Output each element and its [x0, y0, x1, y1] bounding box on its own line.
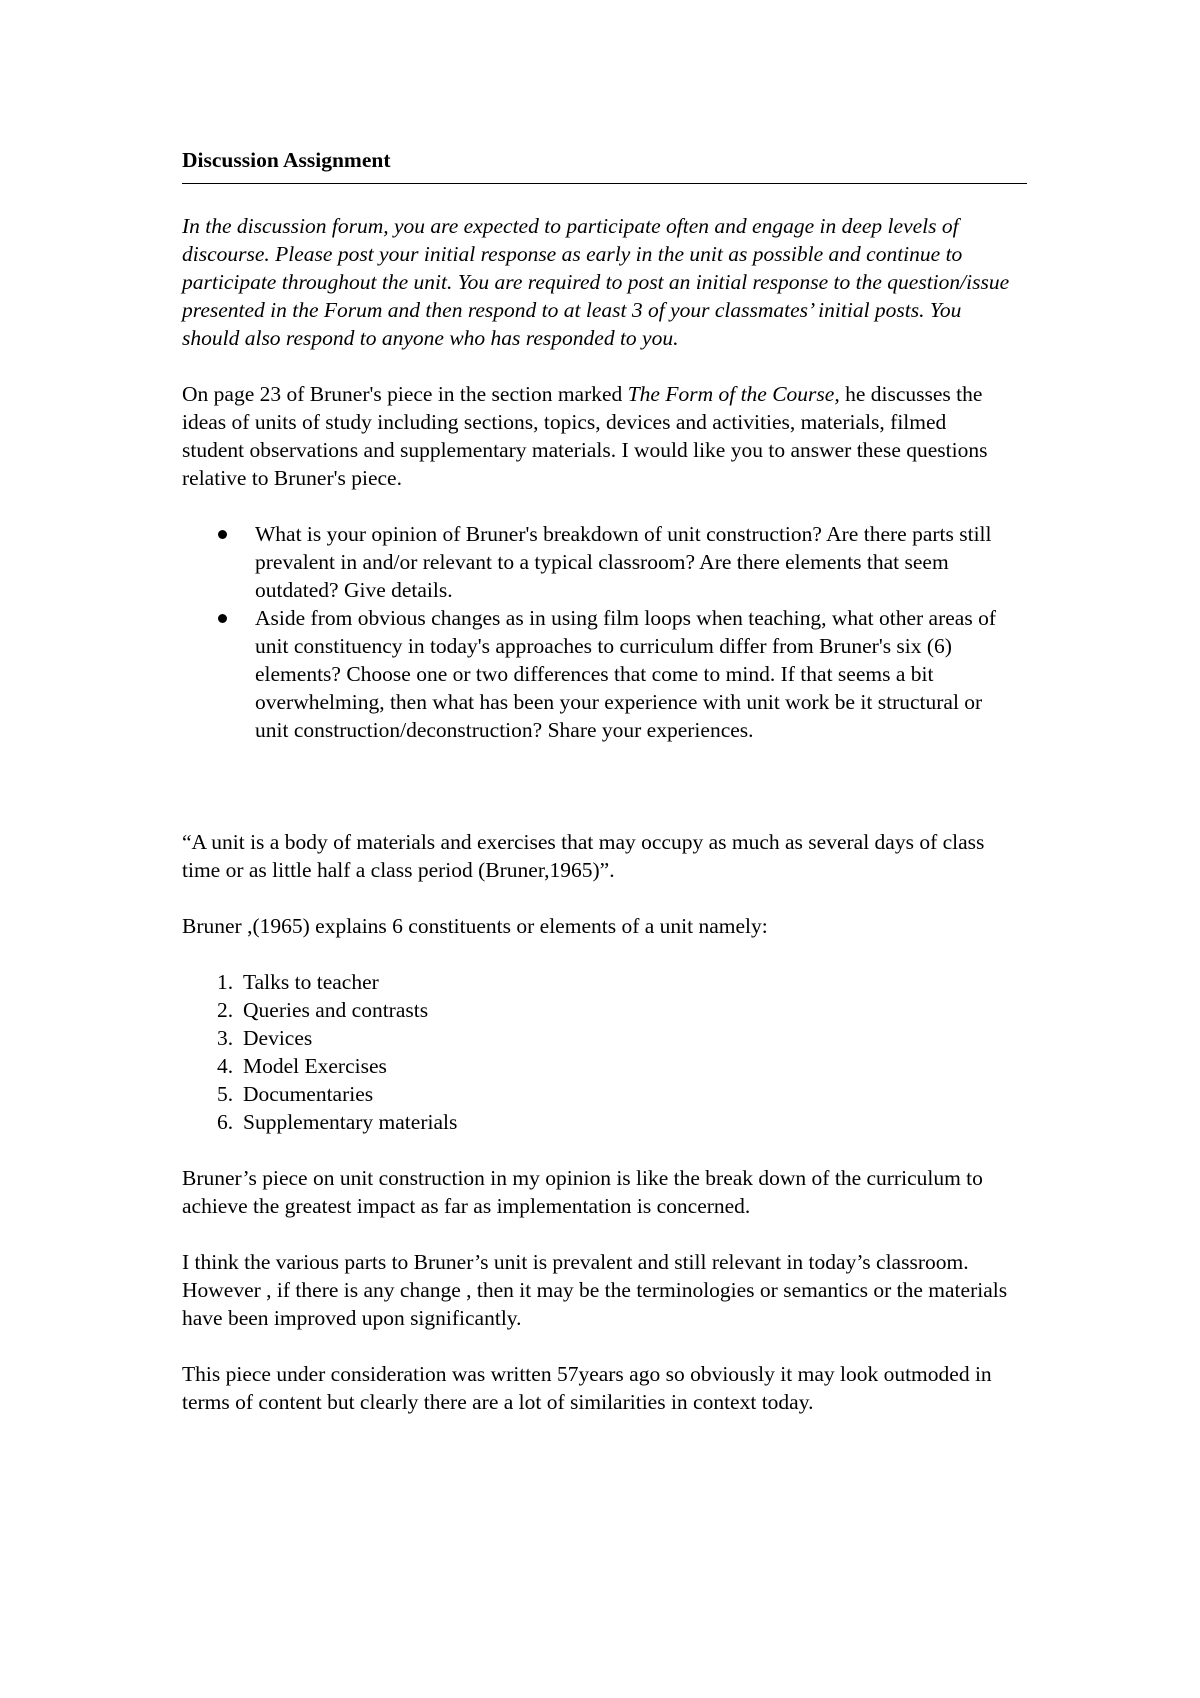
list-text: Documentaries [243, 1082, 374, 1106]
response-paragraph-3: This piece under consideration was written 57years ago so obviously it may look outmoded in terms of content but clearly there are a lot of similarities in context today. [182, 1362, 992, 1414]
document-page [182, 146, 1027, 1416]
quote-paragraph: “A unit is a body of materials and exercises that may occupy as much as several days of class time or as little half a class period (Bruner,1965)”. [182, 830, 985, 882]
question-text: What is your opinion of Bruner's breakdown of unit construction? Are there parts still prevalent in and/or relevant to a typical classroom? Are there elements that seem outdated? Give details. [255, 522, 992, 602]
elements-intro: Bruner ,(1965) explains 6 constituents or elements of a unit namely: [182, 914, 768, 938]
document-title: Discussion Assignment [182, 148, 391, 172]
bullet-icon [218, 530, 227, 539]
list-text: Devices [243, 1026, 313, 1050]
response-paragraph-1: Bruner’s piece on unit construction in my opinion is like the break down of the curriculum to achieve the greatest impact as far as implementation is concerned. [182, 1166, 983, 1218]
prompt-text-after: he discusses the ideas of units of study including sections, topics, devices and activities, materials, filmed student observations and supplementary materials. I would like you to answer these questions relative to Bruner's piece. [182, 382, 988, 490]
questions-list [182, 520, 1015, 744]
prompt-section-title: The Form of the Course, [627, 382, 840, 406]
question-item [255, 604, 1015, 744]
question-item [255, 520, 1015, 604]
bullet-icon [218, 614, 227, 623]
list-item [217, 1108, 1027, 1136]
list-number: 3. [217, 1026, 234, 1050]
list-item [217, 996, 1027, 1024]
list-item [217, 968, 1027, 996]
list-number: 2. [217, 998, 234, 1022]
list-item [217, 1080, 1027, 1108]
list-text: Talks to teacher [243, 970, 379, 994]
prompt-paragraph [182, 380, 1012, 492]
list-text: Queries and contrasts [243, 998, 429, 1022]
prompt-text-before: On page 23 of Bruner's piece in the section marked [182, 382, 628, 406]
list-text: Supplementary materials [243, 1110, 458, 1134]
list-number: 4. [217, 1054, 234, 1078]
list-number: 5. [217, 1082, 234, 1106]
instructions-paragraph: In the discussion forum, you are expected to participate often and engage in deep levels of discourse. Please post your initial response as early in the unit as possible and continue to participate throughout the unit. You are required to post an initial response to the question/issue presented in the Forum and then respond to at least 3 of your classmates’ initial posts. You should also respond to anyone who has responded to you. [182, 214, 1010, 350]
question-text: Aside from obvious changes as in using film loops when teaching, what other areas of unit constituency in today's approaches to curriculum differ from Bruner's six (6) elements? Choose one or two differences that come to mind. If that seems a bit overwhelming, then what has been your experience with unit work be it structural or unit construction/deconstruction? Share your experiences. [255, 606, 996, 742]
list-number: 6. [217, 1110, 234, 1134]
list-number: 1. [217, 970, 234, 994]
response-paragraph-2: I think the various parts to Bruner’s unit is prevalent and still relevant in today’s classroom. However , if there is any change , then it may be the terminologies or semantics or the materials have been improved upon significantly. [182, 1250, 1008, 1330]
list-item [217, 1024, 1027, 1052]
list-item [217, 1052, 1027, 1080]
elements-list [182, 968, 1027, 1136]
list-text: Model Exercises [243, 1054, 387, 1078]
title-divider [182, 183, 1027, 184]
